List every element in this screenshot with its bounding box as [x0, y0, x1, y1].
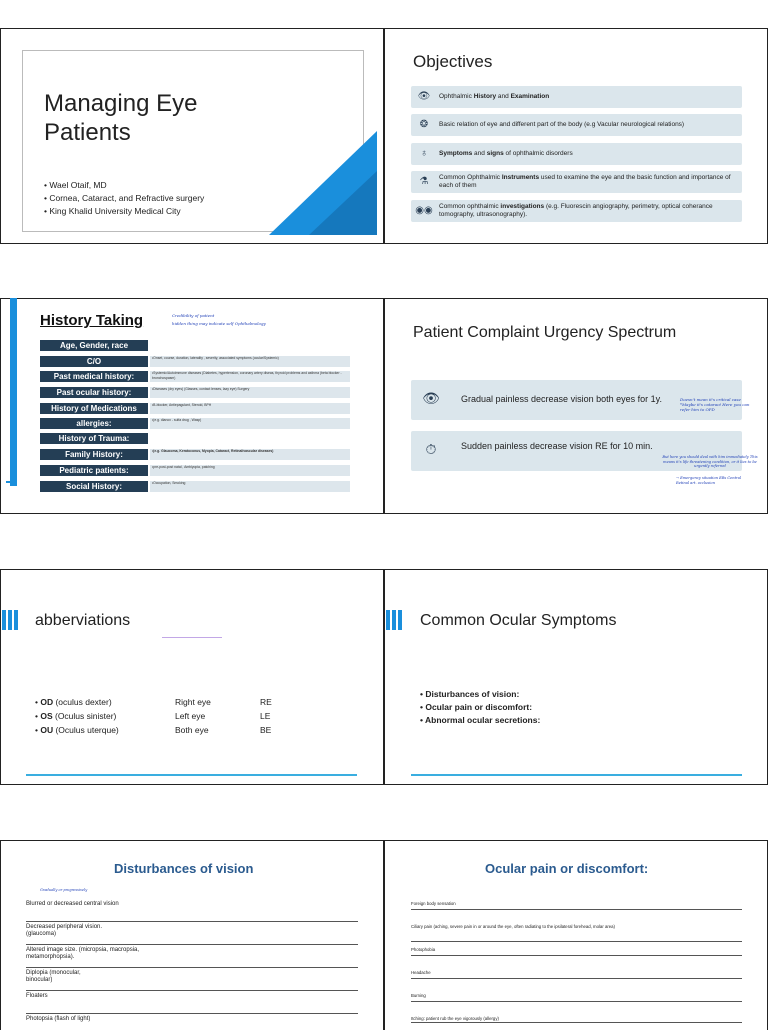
history-title: History Taking: [40, 312, 144, 329]
complaint-text: Gradual painless decrease vision both eyes for 1y.: [461, 394, 662, 404]
handwritten-note: Doesn't mean it's critical case *Maybe it's cataract Here you can refer him to OPD: [680, 397, 750, 412]
corner-triangle-decoration: [269, 131, 377, 235]
history-row: [40, 481, 350, 492]
history-row: [40, 356, 350, 367]
symptom-row: Photopsia (flash of light): [26, 1016, 91, 1022]
history-label: Past ocular history:: [40, 387, 148, 398]
history-row: [40, 449, 350, 460]
symptom-row: Decreased peripheral vision. (glaucoma): [26, 924, 103, 937]
symptom-item: • Disturbances of vision:: [420, 689, 520, 699]
abbreviation-row: • OU (Oculus uterque) Both eye BE: [35, 725, 272, 735]
history-value: •Onset, course, duration, laterality , severity, associated symptoms (ocular/Systemic): [150, 356, 350, 367]
urgency-title: Patient Complaint Urgency Spectrum: [413, 324, 677, 341]
objective-row: ♁ Symptoms and signs of ophthalmic disorders: [411, 143, 742, 165]
abbreviations-title: abberviations: [35, 612, 131, 629]
stethoscope-icon: ♁: [420, 148, 428, 159]
history-label: C/O: [40, 356, 148, 367]
history-label: allergies:: [40, 418, 148, 429]
glasses-icon: ◉◉: [415, 205, 433, 216]
history-value: •Diseases (dry eyes) (Glasses, contact lenses, lazy eye) Surgery: [150, 387, 350, 398]
history-row: [40, 403, 350, 414]
eye-icon: 👁: [417, 91, 431, 102]
symptom-row: Photophobia: [411, 947, 742, 956]
history-value: •(e.g. dianox - sulfa drug , Wasp): [150, 418, 350, 429]
symptom-row: Diplopia (monocular, binocular): [26, 970, 81, 983]
title-line-1: Managing Eye: [44, 90, 198, 117]
author-item: • Cornea, Cataract, and Refractive surgery: [44, 192, 204, 205]
ocular-pain-title: Ocular pain or discomfort:: [485, 861, 649, 876]
slide-ocular-symptoms: [384, 569, 768, 785]
complaint-text: Sudden painless decrease vision RE for 10 min.: [461, 441, 653, 451]
microscope-icon: ⚗: [419, 176, 429, 187]
author-list: [44, 179, 204, 218]
author-item: • King Khalid University Medical City: [44, 205, 204, 218]
title-accent-bars: [386, 610, 404, 630]
footer-line: [26, 774, 357, 776]
title-accent-bars: [2, 610, 20, 630]
symptom-item: • Ocular pain or discomfort:: [420, 702, 533, 712]
history-row: [40, 433, 350, 444]
history-label: History of Trauma:: [40, 433, 148, 444]
symptom-row: Headache: [411, 970, 742, 979]
slide-title: [0, 28, 384, 244]
symptom-row: Itching: patient rub the eye vigorously (allergy): [411, 1016, 742, 1023]
history-label: History of Medications: [40, 403, 148, 414]
handwritten-note: But here you should deal with him immediately This means it's life threatening condition, or it lies to be urgently referred: [662, 455, 758, 468]
symptom-row: Blurred or decreased central vision: [26, 901, 119, 907]
symptom-list: [420, 688, 540, 727]
history-label: Pediatric patients:: [40, 465, 148, 476]
objective-row: ⚗ Common Ophthalmic Instruments used to examine the eye and the basic function and importance of each of them: [411, 171, 742, 193]
handwritten-note: Credibility of patient: [172, 313, 215, 318]
objective-row: ❂ Basic relation of eye and different part of the body (e.g Vacular neurological relations): [411, 114, 742, 136]
symptom-row: Foreign body sensation: [411, 901, 742, 910]
history-value: •(e.g. Glaucoma, Keratoconus, Myopia, Cataract, Retinal/vascular diseases): [150, 449, 350, 460]
row-divider: [26, 990, 358, 991]
objectives-title: Objectives: [413, 52, 493, 71]
symptom-row: Ciliary pain (aching, severe pain in or around the eye, often radiating to the ipsilateral forehead, molar area): [411, 924, 742, 942]
symptoms-title: Common Ocular Symptoms: [420, 612, 617, 629]
history-row: [40, 418, 350, 429]
abbreviation-row: • OS (Oculus sinister) Left eye LE: [35, 711, 271, 721]
symptom-row: Burning: [411, 993, 742, 1002]
symptom-item: • Abnormal ocular secretions:: [420, 715, 541, 725]
row-divider: [26, 967, 358, 968]
handwritten-note: → Emergency situation ERs Central Retinal art. occlusion: [676, 476, 742, 485]
history-value: •pre-post-post natal , Amblyopia, patching: [150, 465, 350, 476]
eye-icon: 👁: [422, 390, 440, 406]
handwritten-note: [162, 633, 222, 638]
brain-icon: ❂: [419, 119, 429, 130]
history-label: Past medical history:: [40, 371, 148, 382]
row-divider: [26, 944, 358, 945]
abbreviation-row: • OD (oculus dexter) Right eye RE: [35, 697, 272, 707]
history-row: [40, 371, 350, 382]
history-value: •B-blocker, Antiepagulant, Steroid, BPH: [150, 403, 350, 414]
handwritten-note: Gradually or progressively: [40, 888, 88, 892]
author-item: • Wael Otaif, MD: [44, 179, 204, 192]
objective-row: 👁 Ophthalmic History and Examination: [411, 86, 742, 108]
disturbances-title: Disturbances of vision: [114, 861, 254, 876]
history-value: •Systemic/Autoimmune diseases (Diabetes, hypertension, coronary artery diseas, thyroid problems and asthma (beta blocker - bronchospasm): [150, 371, 350, 382]
history-value: •Occupation, Smoking: [150, 481, 350, 492]
handwritten-note: hidden thing may indicate self Ophthalmology: [172, 321, 266, 326]
title-line-2: Patients: [44, 119, 131, 146]
slide-title-text: [44, 89, 264, 147]
accent-bar: [10, 298, 17, 486]
history-row: [40, 340, 350, 351]
slide-abbreviations: [0, 569, 384, 785]
history-label: Family History:: [40, 449, 148, 460]
accent-bar-tick: [6, 481, 17, 483]
history-label: Social History:: [40, 481, 148, 492]
row-divider: [26, 921, 358, 922]
stopwatch-icon: ⏱: [425, 441, 437, 457]
row-divider: [26, 1013, 358, 1014]
history-row: [40, 465, 350, 476]
history-label: Age, Gender, race: [40, 340, 148, 351]
symptom-row: Floaters: [26, 993, 48, 999]
objective-row: ◉◉ Common ophthalmic investigations (e.g. Fluorescin angiography, perimetry, optical coherance tomography, ultrasonography).: [411, 200, 742, 222]
symptom-row: Altered image size. (micropsia, macropsia, metamorphopsia).: [26, 947, 140, 960]
footer-line: [411, 774, 742, 776]
history-row: [40, 387, 350, 398]
